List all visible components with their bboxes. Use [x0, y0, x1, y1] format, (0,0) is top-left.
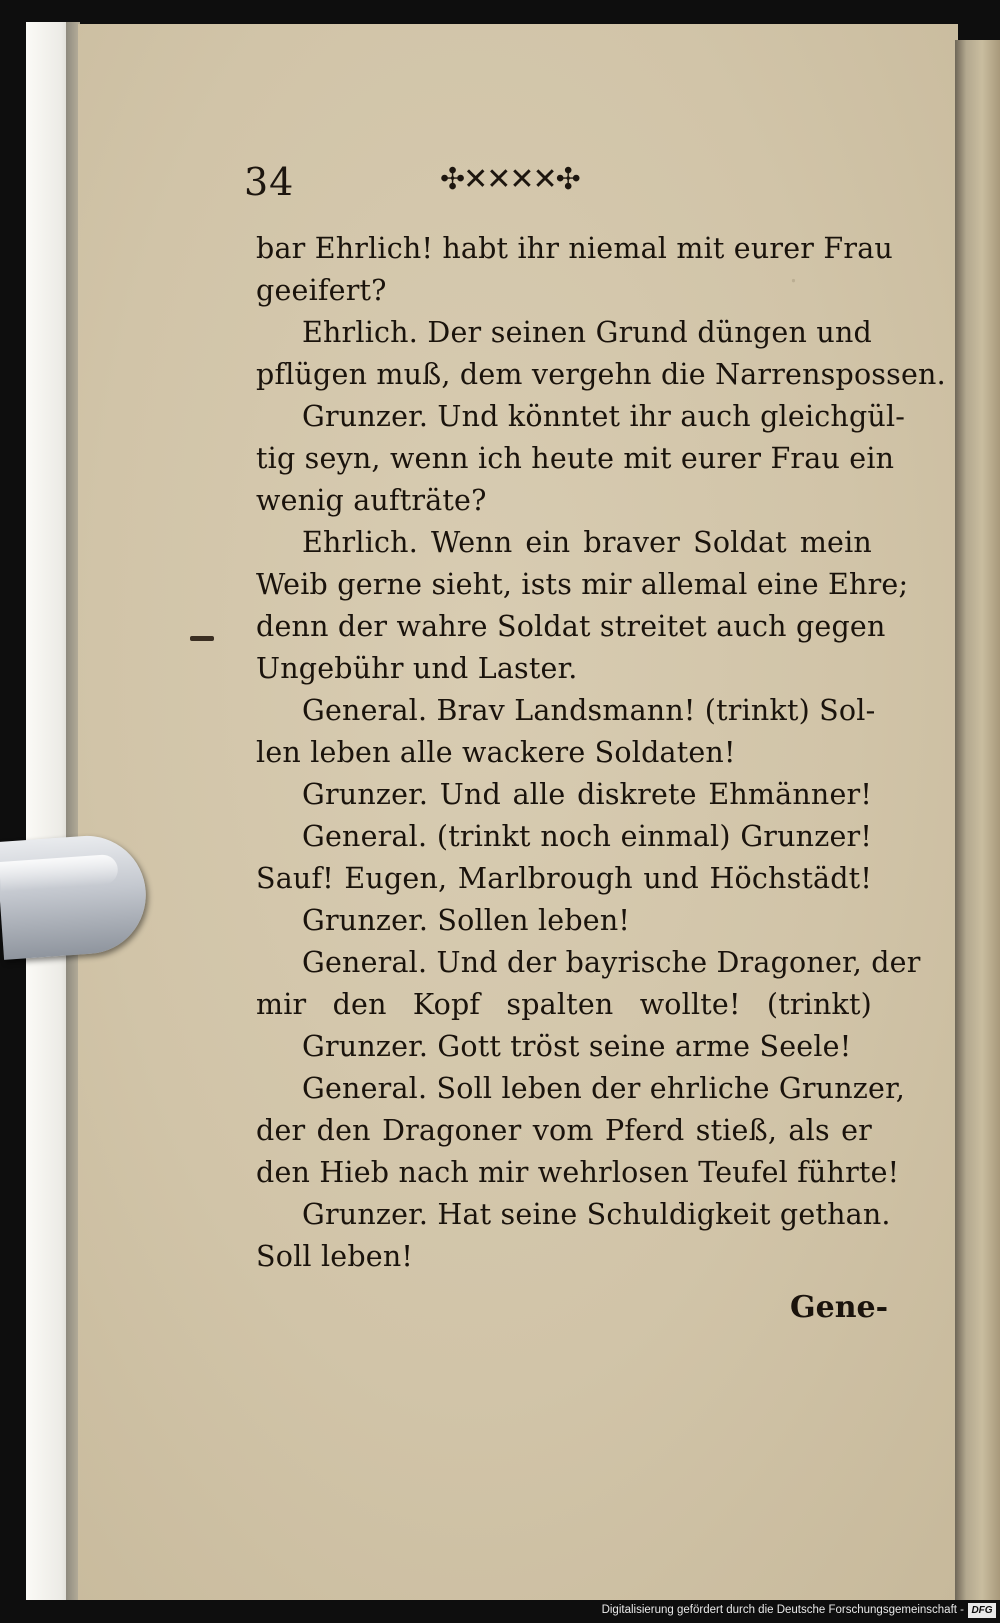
page-number: 34 — [244, 160, 295, 204]
dfg-logo: DFG — [968, 1603, 996, 1618]
header-ornament: ✣✕✕✕✕✣ — [440, 162, 579, 197]
body-text — [256, 228, 946, 1278]
text-line: mir den Kopf spalten wollte! (trinkt) — [256, 988, 872, 1021]
text-line: bar Ehrlich! habt ihr niemal mit eurer Frau — [256, 232, 893, 265]
margin-mark — [190, 636, 214, 641]
text-line: den Hieb nach mir wehrlosen Teufel führte! — [256, 1156, 900, 1189]
text-line: Grunzer. Sollen leben! — [302, 904, 631, 937]
text-line: Ehrlich. Wenn ein braver Soldat mein — [302, 526, 872, 559]
text-line: Sauf! Eugen, Marlbrough und Höchstädt! — [256, 862, 872, 895]
text-line: Grunzer. Gott tröst seine arme Seele! — [302, 1030, 852, 1063]
text-line: General. (trinkt noch einmal) Grunzer! — [302, 820, 872, 853]
text-line: Ehrlich. Der seinen Grund düngen und — [302, 316, 872, 349]
text-line: wenig aufträte? — [256, 484, 487, 517]
text-line: denn der wahre Soldat streitet auch gegen — [256, 610, 886, 643]
text-line: geeifert? — [256, 274, 387, 307]
text-line: Weib gerne sieht, ists mir allemal eine Ehre; — [256, 568, 909, 601]
text-line: der den Dragoner vom Pferd stieß, als er — [256, 1114, 872, 1147]
text-line: Grunzer. Und könntet ihr auch gleichgül- — [302, 400, 906, 433]
footer-credit: Digitalisierung gefördert durch die Deutsche Forschungsgemeinschaft - — [601, 1604, 964, 1616]
text-line: General. Brav Landsmann! (trinkt) Sol- — [302, 694, 876, 727]
text-line: len leben alle wackere Soldaten! — [256, 736, 736, 769]
text-line: Soll leben! — [256, 1240, 414, 1273]
text-line: tig seyn, wenn ich heute mit eurer Frau ein — [256, 442, 895, 475]
text-line: Grunzer. Hat seine Schuldigkeit gethan. — [302, 1198, 891, 1231]
text-line: Grunzer. Und alle diskrete Ehmänner! — [302, 778, 872, 811]
text-line: General. Soll leben der ehrliche Grunzer, — [302, 1072, 906, 1105]
text-line: General. Und der bayrische Dragoner, der — [302, 946, 921, 979]
right-page-edge — [955, 40, 1000, 1600]
show-through-mark: ⸱ — [790, 267, 797, 297]
text-line: pflügen muß, dem vergehn die Narrenspossen. — [256, 358, 946, 391]
text-line: Ungebühr und Laster. — [256, 652, 578, 685]
catchword: Gene- — [790, 1290, 889, 1325]
